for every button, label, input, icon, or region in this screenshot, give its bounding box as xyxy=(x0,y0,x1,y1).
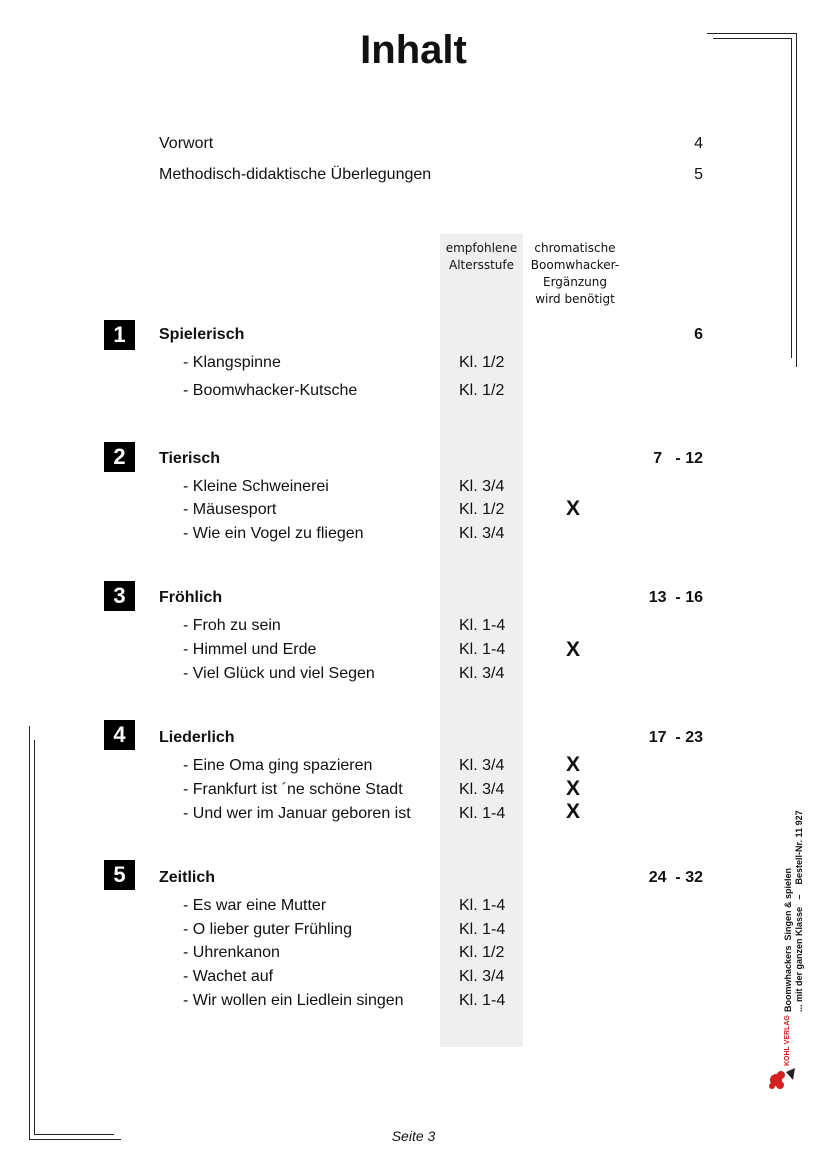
chromatic-header-line-1: chromatische xyxy=(534,241,616,255)
chromatic-header-line-4: wird benötigt xyxy=(535,292,615,306)
frame-top-right-h1 xyxy=(707,33,796,34)
chromatic-header-line-3: Ergänzung xyxy=(542,275,607,289)
item-label: - Es war eine Mutter xyxy=(183,897,327,914)
item-label: - Eine Oma ging spazieren xyxy=(183,757,373,774)
item-age: Kl. 1-4 xyxy=(459,992,506,1009)
side-text-line-1: Boomwhackers Singen & spielen xyxy=(783,867,793,1012)
frame-bottom-left-v1 xyxy=(29,726,30,1140)
chromatic-column-header xyxy=(520,240,630,308)
side-text-line-2: ... mit der ganzen Klasse – Bestell-Nr. 11 927 xyxy=(794,810,804,1012)
item-label: - Viel Glück und viel Segen xyxy=(183,665,375,682)
intro-label-vorwort: Vorwort xyxy=(159,135,214,152)
publisher-logo-text: KOHL VERLAG xyxy=(784,1015,791,1066)
item-age: Kl. 1/2 xyxy=(459,354,505,371)
section-number-badge: 1 xyxy=(104,320,135,350)
chromatic-mark: X xyxy=(565,800,580,823)
frame-top-right-v1 xyxy=(796,33,797,367)
item-age: Kl. 3/4 xyxy=(459,781,505,798)
item-age: Kl. 3/4 xyxy=(459,525,505,542)
page-title: Inhalt xyxy=(360,28,467,72)
section-number-badge: 2 xyxy=(104,442,135,472)
section-number-badge: 5 xyxy=(104,860,135,890)
intro-page-methodik: 5 xyxy=(694,166,703,183)
section-pages: 13 - 16 xyxy=(648,589,703,606)
page-number-footer: Seite 3 xyxy=(391,1128,436,1144)
section-title: Tierisch xyxy=(159,450,221,467)
intro-page-vorwort: 4 xyxy=(694,135,703,152)
item-label: - Frankfurt ist ´ne schöne Stadt xyxy=(183,781,403,798)
item-label: - Himmel und Erde xyxy=(183,641,317,658)
section-pages: 7 - 12 xyxy=(653,450,703,467)
item-age: Kl. 1-4 xyxy=(459,921,506,938)
item-label: - Wachet auf xyxy=(183,968,274,985)
item-age: Kl. 1/2 xyxy=(459,382,505,399)
section-pages: 24 - 32 xyxy=(648,869,703,886)
chromatic-mark: X xyxy=(565,753,580,776)
item-age: Kl. 1/2 xyxy=(459,501,505,518)
item-label: - Uhrenkanon xyxy=(183,944,280,961)
frame-top-right-h2 xyxy=(713,38,791,39)
section-number-badge: 4 xyxy=(104,720,135,750)
item-label: - Wir wollen ein Liedlein singen xyxy=(183,992,404,1009)
section-title: Fröhlich xyxy=(159,589,223,606)
age-column-header xyxy=(440,240,523,274)
publisher-logo xyxy=(768,1066,798,1099)
item-age: Kl. 3/4 xyxy=(459,968,505,985)
section-pages: 6 xyxy=(694,326,703,343)
chromatic-header-line-2: Boomwhacker- xyxy=(530,258,620,272)
item-label: - Froh zu sein xyxy=(183,617,281,634)
item-label: - Und wer im Januar geboren ist xyxy=(183,805,411,822)
item-age: Kl. 3/4 xyxy=(459,757,505,774)
item-label: - Boomwhacker-Kutsche xyxy=(183,382,358,399)
frame-bottom-left-v2 xyxy=(34,740,35,1135)
chromatic-mark: X xyxy=(565,497,580,520)
item-age: Kl. 1/2 xyxy=(459,944,505,961)
item-age: Kl. 3/4 xyxy=(459,478,505,495)
item-label: - Wie ein Vogel zu fliegen xyxy=(183,525,364,542)
item-label: - Klangspinne xyxy=(183,354,281,371)
age-header-line-1: empfohlene xyxy=(445,241,518,255)
item-age: Kl. 1-4 xyxy=(459,617,506,634)
logo-splash-icon xyxy=(768,1066,798,1094)
item-label: - O lieber guter Frühling xyxy=(183,921,352,938)
item-age: Kl. 3/4 xyxy=(459,665,505,682)
frame-top-right-v2 xyxy=(791,38,792,358)
side-publication-text xyxy=(783,810,805,1012)
item-age: Kl. 1-4 xyxy=(459,805,506,822)
section-pages: 17 - 23 xyxy=(648,729,703,746)
section-title: Zeitlich xyxy=(159,869,216,886)
section-number-badge: 3 xyxy=(104,581,135,611)
item-label: - Mäusesport xyxy=(183,501,277,518)
section-title: Liederlich xyxy=(159,729,235,746)
chromatic-mark: X xyxy=(565,777,580,800)
chromatic-mark: X xyxy=(565,638,580,661)
intro-label-methodik: Methodisch-didaktische Überlegungen xyxy=(159,166,432,183)
age-header-line-2: Altersstufe xyxy=(449,258,514,272)
section-title: Spielerisch xyxy=(159,326,245,343)
item-label: - Kleine Schweinerei xyxy=(183,478,329,495)
item-age: Kl. 1-4 xyxy=(459,641,506,658)
item-age: Kl. 1-4 xyxy=(459,897,506,914)
